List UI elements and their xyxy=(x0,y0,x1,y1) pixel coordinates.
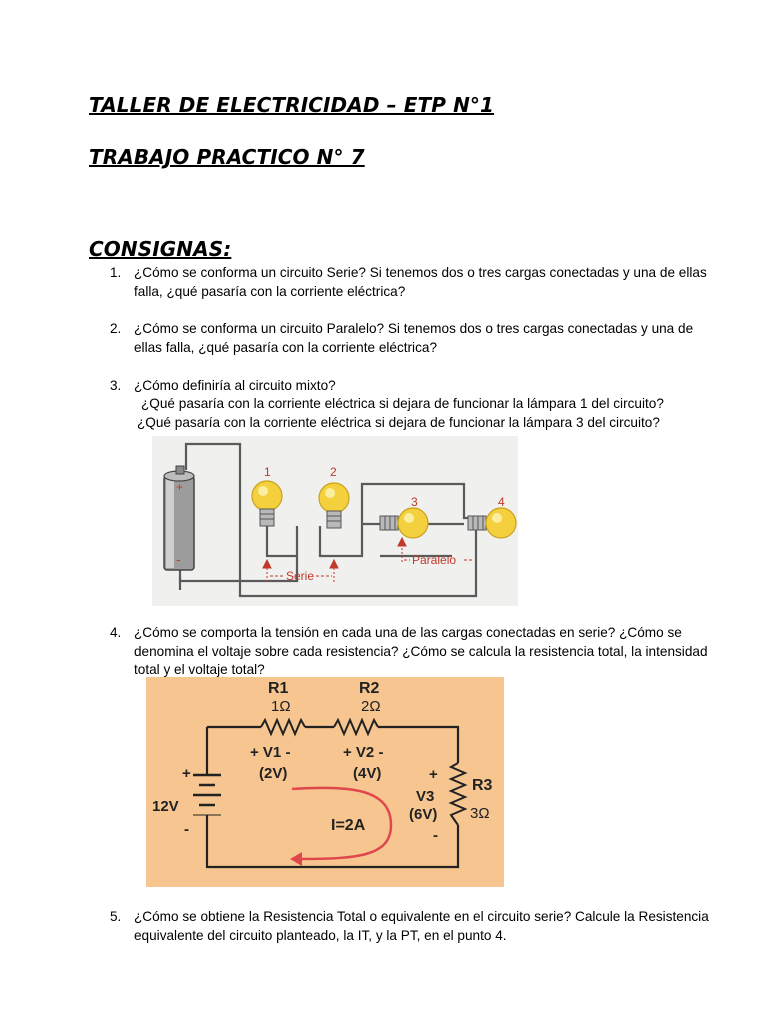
question-2 xyxy=(110,320,710,357)
question-number: 5. xyxy=(110,909,122,924)
series-circuit-diagram xyxy=(146,677,504,887)
r1-name: R1 xyxy=(268,680,289,697)
mixed-circuit-figure xyxy=(152,436,518,606)
r2-name: R2 xyxy=(359,680,380,697)
question-1 xyxy=(110,264,710,301)
battery-plus-label: + xyxy=(176,480,184,494)
lamp-4-label: 4 xyxy=(498,495,505,509)
battery-plus: + xyxy=(182,765,191,782)
r3-value: 3Ω xyxy=(470,805,490,822)
lamp-3-label: 3 xyxy=(411,495,418,509)
lamp-2-label: 2 xyxy=(330,465,337,479)
paralelo-label: Paralelo xyxy=(412,553,457,567)
v3-label: V3 xyxy=(416,788,435,805)
lamp-1-label: 1 xyxy=(264,465,271,479)
battery-minus: - xyxy=(184,821,189,838)
question-3-sub-2: ¿Qué pasaría con la corriente eléctrica si dejara de funcionar la lámpara 3 del circuito? xyxy=(137,415,660,430)
current-label: I=2A xyxy=(331,817,366,834)
serie-label: Serie xyxy=(286,569,315,583)
question-4 xyxy=(110,624,710,680)
battery-minus-label: - xyxy=(176,551,181,567)
question-text: ¿Cómo se conforma un circuito Paralelo? Si tenemos dos o tres cargas conectadas y una de ellas falla, ¿qué pasaría con la corriente eléctrica? xyxy=(134,321,694,355)
v3-minus: - xyxy=(433,827,438,844)
battery-voltage: 12V xyxy=(152,798,179,815)
r1-value: 1Ω xyxy=(271,698,291,715)
question-text: ¿Cómo se obtiene la Resistencia Total o equivalente en el circuito serie? Calcule la Resistencia equivalente del circuito planteado, la IT, y la PT, en el punto 4. xyxy=(134,909,709,943)
v2-label: + V2 - xyxy=(343,744,384,761)
series-circuit-figure xyxy=(146,677,504,887)
v3-value: (6V) xyxy=(409,806,438,823)
question-5 xyxy=(110,908,710,945)
question-text: ¿Cómo definiría al circuito mixto? xyxy=(134,378,336,393)
document-title: TALLER DE ELECTRICIDAD – ETP N°1 xyxy=(89,93,495,117)
question-number: 1. xyxy=(110,265,122,280)
question-number: 2. xyxy=(110,321,122,336)
v2-value: (4V) xyxy=(353,765,382,782)
question-number: 4. xyxy=(110,625,122,640)
question-3-sub-1: ¿Qué pasaría con la corriente eléctrica si dejara de funcionar la lámpara 1 del circuito? xyxy=(141,396,664,411)
question-text: ¿Cómo se conforma un circuito Serie? Si tenemos dos o tres cargas conectadas y una de ellas falla, ¿qué pasaría con la corriente eléctrica? xyxy=(134,265,707,299)
section-heading: CONSIGNAS: xyxy=(89,237,232,261)
question-text: ¿Cómo se comporta la tensión en cada una de las cargas conectadas en serie? ¿Cómo se denomina el voltaje sobre cada resistencia? ¿Cómo se calcula la resistencia total, la intensidad total y el voltaje total? xyxy=(134,625,708,677)
question-number: 3. xyxy=(110,378,122,393)
r3-name: R3 xyxy=(472,777,493,794)
document-subtitle: TRABAJO PRACTICO N° 7 xyxy=(89,145,365,169)
v1-value: (2V) xyxy=(259,765,288,782)
figure-background xyxy=(146,677,504,887)
r2-value: 2Ω xyxy=(361,698,381,715)
v3-plus: + xyxy=(429,766,438,783)
mixed-circuit-diagram xyxy=(152,436,518,606)
v1-label: + V1 - xyxy=(250,744,291,761)
question-3 xyxy=(110,377,710,396)
